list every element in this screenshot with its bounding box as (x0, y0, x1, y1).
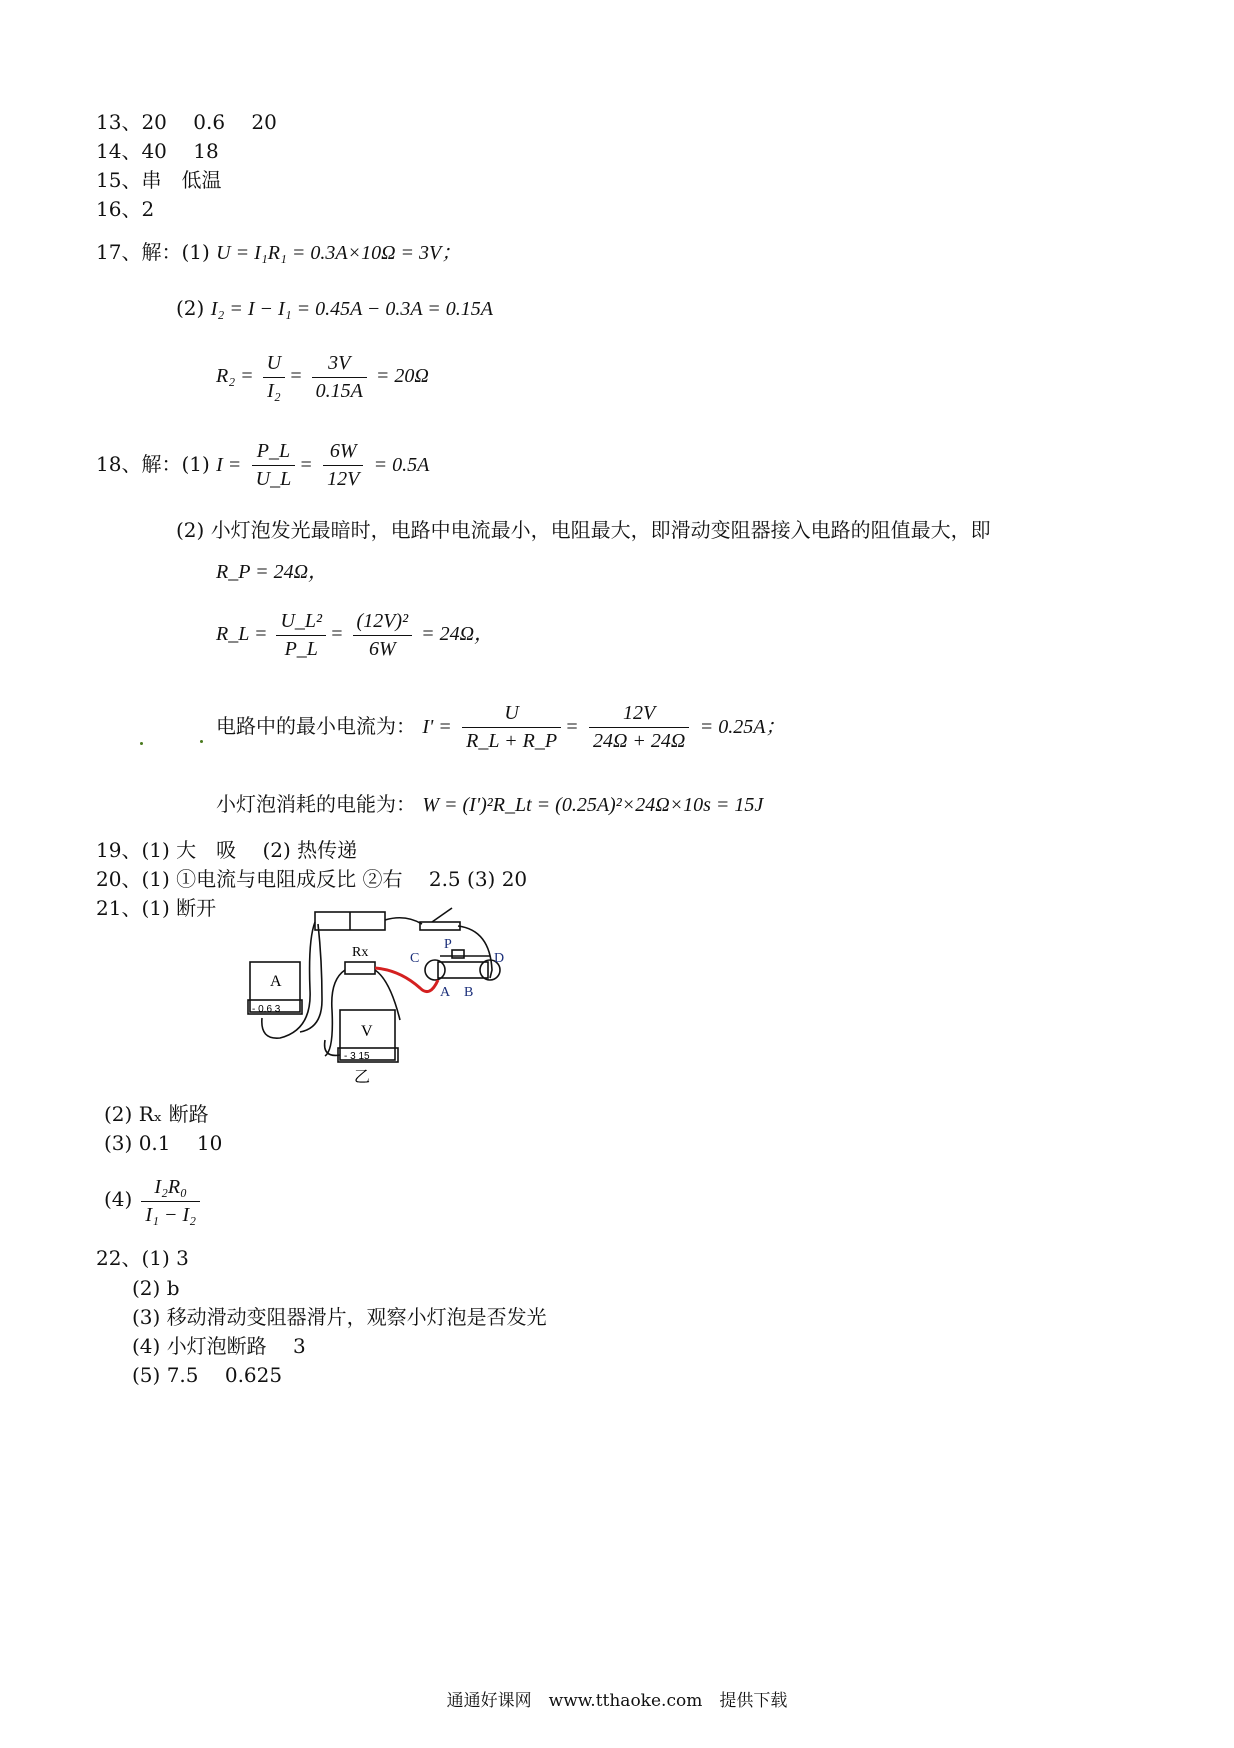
answer-20: 20、(1) ①电流与电阻成反比 ②右 2.5 (3) 20 (96, 867, 528, 891)
label-d: D (494, 951, 505, 966)
answer-18-i2-lhs: I' = (422, 716, 452, 738)
answer-17-part3: R₂ = $\frac{U}{\text{I₂}}$ = $\frac{3V}{0.15A}$ = 20Ω (216, 352, 429, 402)
answer-18-energy-label: 小灯泡消耗的电能为： (216, 792, 416, 816)
fraction-numerator: 6W (323, 440, 363, 466)
stray-dot (140, 742, 143, 745)
answer-22-4: (4) 小灯泡断路 3 (132, 1334, 306, 1358)
fraction-numerator: P_L (252, 440, 296, 466)
answer-18-i2-rhs: = 0.25A； (699, 716, 786, 738)
answer-17-r2-lhs: R₂ = (216, 365, 254, 388)
page-footer: 通通好课网 www.tthaoke.com 提供下载 (446, 1691, 788, 1711)
answer-18-part1: 18、解：(1) I = $\frac{P\_L}{U\_L}$ = $\frac{6W}{12V}$ = 0.5A (96, 440, 430, 490)
answer-22-3: (3) 移动滑动变阻器滑片，观察小灯泡是否发光 (132, 1305, 547, 1329)
fraction (312, 352, 367, 403)
answer-18-i-rhs: = 0.5A (373, 454, 430, 476)
answer-17-eq1: U = I₁R₁ = 0.3A×10Ω = 3V； (216, 242, 462, 264)
label-p: P (444, 937, 452, 952)
answer-21-3: (3) 0.1 10 (104, 1131, 223, 1155)
label-a: A (440, 985, 451, 1000)
answer-18-rp: R_P = 24Ω， (216, 561, 329, 583)
answer-18-head: 18、解：(1) (96, 452, 210, 476)
answer-22-5: (5) 7.5 0.625 (132, 1363, 283, 1387)
label-voltmeter: V (361, 1023, 373, 1040)
fraction (141, 1176, 200, 1227)
fraction-denominator: U_L (255, 468, 292, 490)
fraction (276, 610, 326, 661)
fraction (263, 352, 285, 403)
fraction-numerator: U_L² (276, 610, 326, 636)
label-c: C (410, 951, 420, 966)
fraction-denominator: 24Ω + 24Ω (592, 730, 686, 752)
answer-17-eq2: I₂ = I − I₁ = 0.45A − 0.3A = 0.15A (210, 298, 493, 320)
answer-21-4-label: (4) (104, 1187, 133, 1212)
label-ammeter-terminals: - 0.6 3 (252, 1004, 281, 1015)
fraction-numerator: 3V (312, 352, 367, 378)
fraction-denominator: I₁ − I₂ (145, 1204, 197, 1226)
circuit-diagram (240, 900, 580, 1090)
answer-19: 19、(1) 大 吸 (2) 热传递 (96, 838, 358, 862)
answer-21-1: 21、(1) 断开 (96, 896, 217, 920)
answer-17-r2-rhs: = 20Ω (375, 365, 429, 388)
fraction-numerator: 12V (589, 702, 689, 728)
answer-18-part5 (216, 792, 763, 817)
fraction-numerator: U (462, 702, 561, 728)
label-rx: Rx (352, 945, 369, 960)
answer-13: 13、20 0.6 20 (96, 110, 277, 134)
answer-22-2: (2) b (132, 1276, 180, 1300)
answer-18-part4: 电路中的最小电流为： I' = $\frac{U}{R\_L + R\_P}$ = $\frac{12V}{24\Omega + 24\Omega}$ = 0.25A； (216, 702, 786, 752)
answer-21-4 (104, 1176, 204, 1227)
fraction-denominator: 12V (327, 468, 360, 490)
fraction (252, 440, 296, 491)
answer-16: 16、2 (96, 197, 155, 221)
fraction-numerator: U (263, 352, 285, 378)
label-voltmeter-terminals: - 3 15 (344, 1051, 370, 1062)
figure-caption: 乙 (354, 1067, 371, 1086)
fraction (323, 440, 363, 491)
answer-18-rl-rhs: = 24Ω， (421, 623, 495, 646)
answer-18-part2-text: (2) 小灯泡发光最暗时，电路中电流最小，电阻最大，即滑动变阻器接入电路的阻值最大，即 (176, 518, 991, 542)
fraction-denominator: I₂ (267, 380, 281, 402)
answer-15: 15、串 低温 (96, 168, 222, 192)
answer-18-part3: R_L = $\frac{\text{U\_L²}}{P\_L}$ = $\frac{\text{(12V)²}}{6W}$ = 24Ω， (216, 610, 495, 660)
answer-17-part2 (176, 296, 493, 321)
fraction-denominator: R_L + R_P (466, 730, 558, 752)
answer-21-2: (2) Rₓ 断路 (104, 1102, 209, 1126)
resistor-rx-icon (345, 962, 375, 974)
fraction-numerator: (12V)² (353, 610, 413, 636)
answer-18-min-current-label: 电路中的最小电流为： (216, 714, 416, 738)
answer-17-label2: (2) (176, 296, 205, 320)
answer-14: 14、40 18 (96, 139, 219, 163)
fraction-numerator: I₂R₀ (141, 1176, 200, 1202)
label-ammeter: A (270, 973, 282, 990)
answer-17-part1 (96, 240, 461, 265)
answer-18-energy-eq: W = (I')²R_Lt = (0.25A)²×24Ω×10s = 15J (422, 794, 764, 816)
fraction (353, 610, 413, 661)
fraction-denominator: 6W (368, 638, 396, 660)
answer-18-rl-lhs: R_L = (216, 623, 268, 646)
label-b: B (464, 985, 474, 1000)
stray-dot (200, 740, 203, 743)
fraction-denominator: 0.15A (315, 380, 363, 402)
answer-18-i-lhs: I = (216, 454, 242, 476)
fraction-denominator: P_L (284, 638, 318, 660)
fraction (589, 702, 689, 753)
answer-22-1: 22、(1) 3 (96, 1246, 189, 1270)
fraction (462, 702, 561, 753)
answer-17-head: 17、解：(1) (96, 240, 210, 264)
